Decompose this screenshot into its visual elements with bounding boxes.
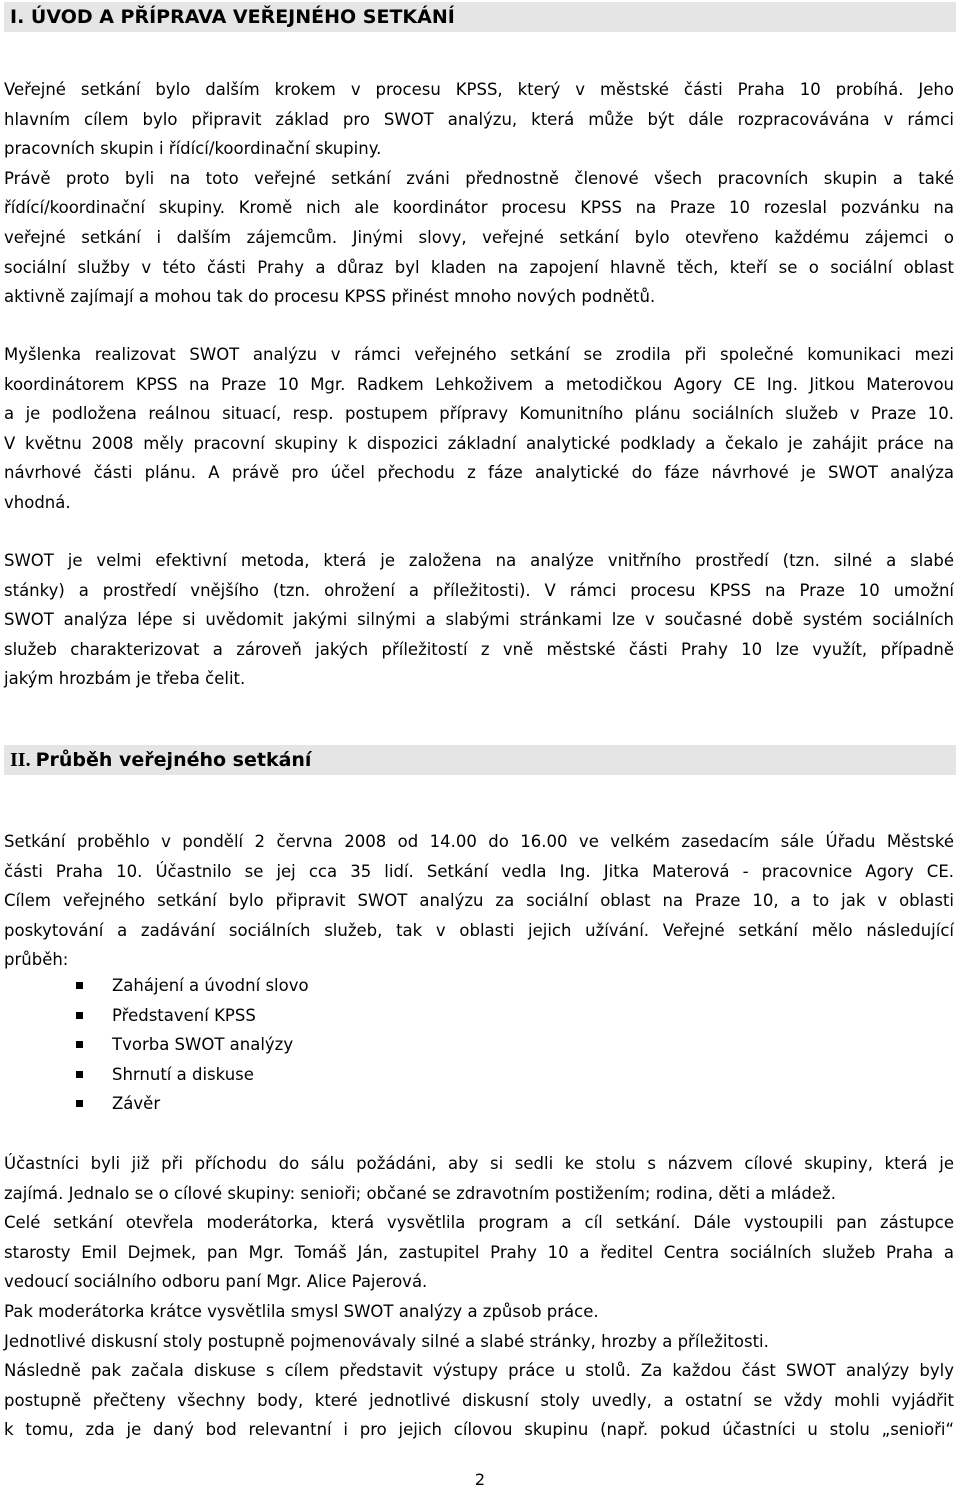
- section-heading-text: I. ÚVOD A PŘÍPRAVA VEŘEJNÉHO SETKÁNÍ: [10, 6, 455, 28]
- bullet-square-icon: [76, 1012, 83, 1019]
- section-heading-text: Průběh veřejného setkání: [35, 749, 312, 771]
- text-line: jakým hrozbám je třeba čelit.: [4, 669, 246, 689]
- text-line: Účastníci byli již při příchodu do sálu požádáni, aby si sedli ke stolu s názvem cílové skupiny, která je: [4, 1154, 954, 1173]
- text-line: Veřejné setkání bylo dalším krokem v procesu KPSS, který v městské části Praha 10 probíhá. Jeho: [4, 80, 954, 99]
- text-line: aktivně zajímají a mohou tak do procesu KPSS přinést mnoho nových podnětů.: [4, 287, 656, 307]
- text-line: zajímá. Jednalo se o cílové skupiny: senioři; občané se zdravotním postižením; rodina, děti a mládež.: [4, 1183, 836, 1203]
- paragraph-swot-idea: [4, 340, 954, 518]
- section-heading-intro: [4, 2, 956, 32]
- text-line: pracovních skupin i řídící/koordinační skupiny.: [4, 139, 382, 159]
- bullet-square-icon: [76, 1071, 83, 1078]
- text-line: Celé setkání otevřela moderátorka, která vysvětlila program a cíl setkání. Dále vystoupili pan zástupce: [4, 1213, 954, 1233]
- agenda-item-label: Shrnutí a diskuse: [112, 1064, 254, 1084]
- list-item: [76, 1001, 309, 1031]
- text-line: Jednotlivé diskusní stoly postupně pojmenovávaly silné a slabé stránky, hrozby a příležitosti.: [4, 1331, 769, 1351]
- bullet-square-icon: [76, 1100, 83, 1107]
- text-line: SWOT je velmi efektivní metoda, která je založena na analýze vnitřního prostředí (tzn. silné a slabé: [4, 551, 954, 570]
- text-line: hlavním cílem bylo připravit základ pro SWOT analýzu, která může být dále rozpracovávána v rámci: [4, 109, 954, 129]
- agenda-item-label: Tvorba SWOT analýzy: [112, 1035, 294, 1055]
- text-line: části Praha 10. Účastnilo se jej cca 35 lidí. Setkání vedla Ing. Jitka Materová - pracovnice Agory CE.: [4, 861, 954, 881]
- paragraph-meeting-course: [4, 1149, 954, 1445]
- agenda-item-label: Zahájení a úvodní slovo: [112, 976, 309, 995]
- text-line: SWOT analýza lépe si uvědomit jakými silnými a slabými stránkami lze v současné době systém sociálních: [4, 610, 954, 630]
- list-item: [76, 1030, 309, 1060]
- list-item: [76, 1060, 309, 1090]
- text-line: vedoucí sociálního odboru paní Mgr. Alice Pajerová.: [4, 1272, 428, 1292]
- text-line: Právě proto byli na toto veřejné setkání zváni přednostně členové všech pracovních skupin a také: [4, 168, 954, 188]
- bullet-square-icon: [76, 982, 83, 989]
- text-line: návrhové části plánu. A právě pro účel přechodu z fáze analytické do fáze návrhové je SWOT analýza: [4, 463, 954, 483]
- section-heading-meeting: [4, 745, 956, 775]
- text-line: a je podložena reálnou situací, resp. postupem přípravy Komunitního plánu sociálních služeb v Praze 10.: [4, 404, 954, 424]
- text-line: poskytování a zadávání sociálních služeb, tak v oblasti jejich užívání. Veřejné setkání mělo následující: [4, 920, 954, 940]
- text-line: řídící/koordinační skupiny. Kromě nich ale koordinátor procesu KPSS na Praze 10 rozeslal pozvánku na: [4, 198, 954, 218]
- text-line: Následně pak začala diskuse s cílem představit výstupy práce u stolů. Za každou část SWOT analýzy byly: [4, 1361, 954, 1381]
- section-heading-numeral: II.: [10, 749, 31, 771]
- text-line: sociální služby v této části Prahy a důraz byl kladen na zapojení hlavně těch, kteří se o sociální oblast: [4, 257, 954, 277]
- agenda-item-label: Závěr: [112, 1094, 161, 1114]
- paragraph-intro: [4, 75, 954, 312]
- text-line: V květnu 2008 měly pracovní skupiny k dispozici základní analytické podklady a čekalo je zahájit práce na: [4, 433, 954, 453]
- text-line: služeb charakterizovat a zároveň jakých příležitostí z vně městské části Prahy 10 lze využít, případně: [4, 639, 954, 659]
- paragraph-meeting-info: [4, 827, 954, 975]
- text-line: Cílem veřejného setkání bylo připravit SWOT analýzu za sociální oblast na Praze 10, a to jak v oblasti: [4, 891, 954, 911]
- page-number: 2: [474, 1470, 486, 1489]
- list-item: [76, 971, 309, 1001]
- text-line: k tomu, zda je daný bod relevantní i pro jejich cílovou skupinu (např. pokud účastníci u stolu „senioři“: [4, 1420, 954, 1440]
- text-line: veřejné setkání i dalším zájemcům. Jinými slovy, veřejné setkání bylo otevřeno každému zájemci o: [4, 227, 954, 247]
- agenda-list: [76, 971, 309, 1119]
- list-item: [76, 1089, 309, 1119]
- bullet-square-icon: [76, 1041, 83, 1048]
- text-line: Pak moderátorka krátce vysvětlila smysl SWOT analýzy a způsob práce.: [4, 1301, 599, 1321]
- agenda-item-label: Představení KPSS: [112, 1005, 256, 1025]
- text-line: průběh:: [4, 950, 69, 970]
- text-line: stánky) a prostředí vnějšího (tzn. ohrožení a příležitosti). V rámci procesu KPSS na Praze 10 umožní: [4, 580, 954, 600]
- text-line: koordinátorem KPSS na Praze 10 Mgr. Radkem Lehkoživem a metodičkou Agory CE Ing. Jitkou Materovou: [4, 374, 954, 394]
- text-line: Myšlenka realizovat SWOT analýzu v rámci veřejného setkání se zrodila při společné komunikaci mezi: [4, 345, 954, 364]
- text-line: postupně přečteny všechny body, které jednotlivé diskusní stoly uvedly, a ostatní se vždy mohli vyjádřit: [4, 1390, 954, 1410]
- text-line: Setkání proběhlo v pondělí 2 června 2008 od 14.00 do 16.00 ve velkém zasedacím sále Úřadu Městské: [4, 832, 954, 851]
- paragraph-swot-method: [4, 546, 954, 694]
- text-line: starosty Emil Dejmek, pan Mgr. Tomáš Ján, zastupitel Prahy 10 a ředitel Centra sociálních služeb Praha a: [4, 1242, 954, 1262]
- text-line: vhodná.: [4, 492, 71, 512]
